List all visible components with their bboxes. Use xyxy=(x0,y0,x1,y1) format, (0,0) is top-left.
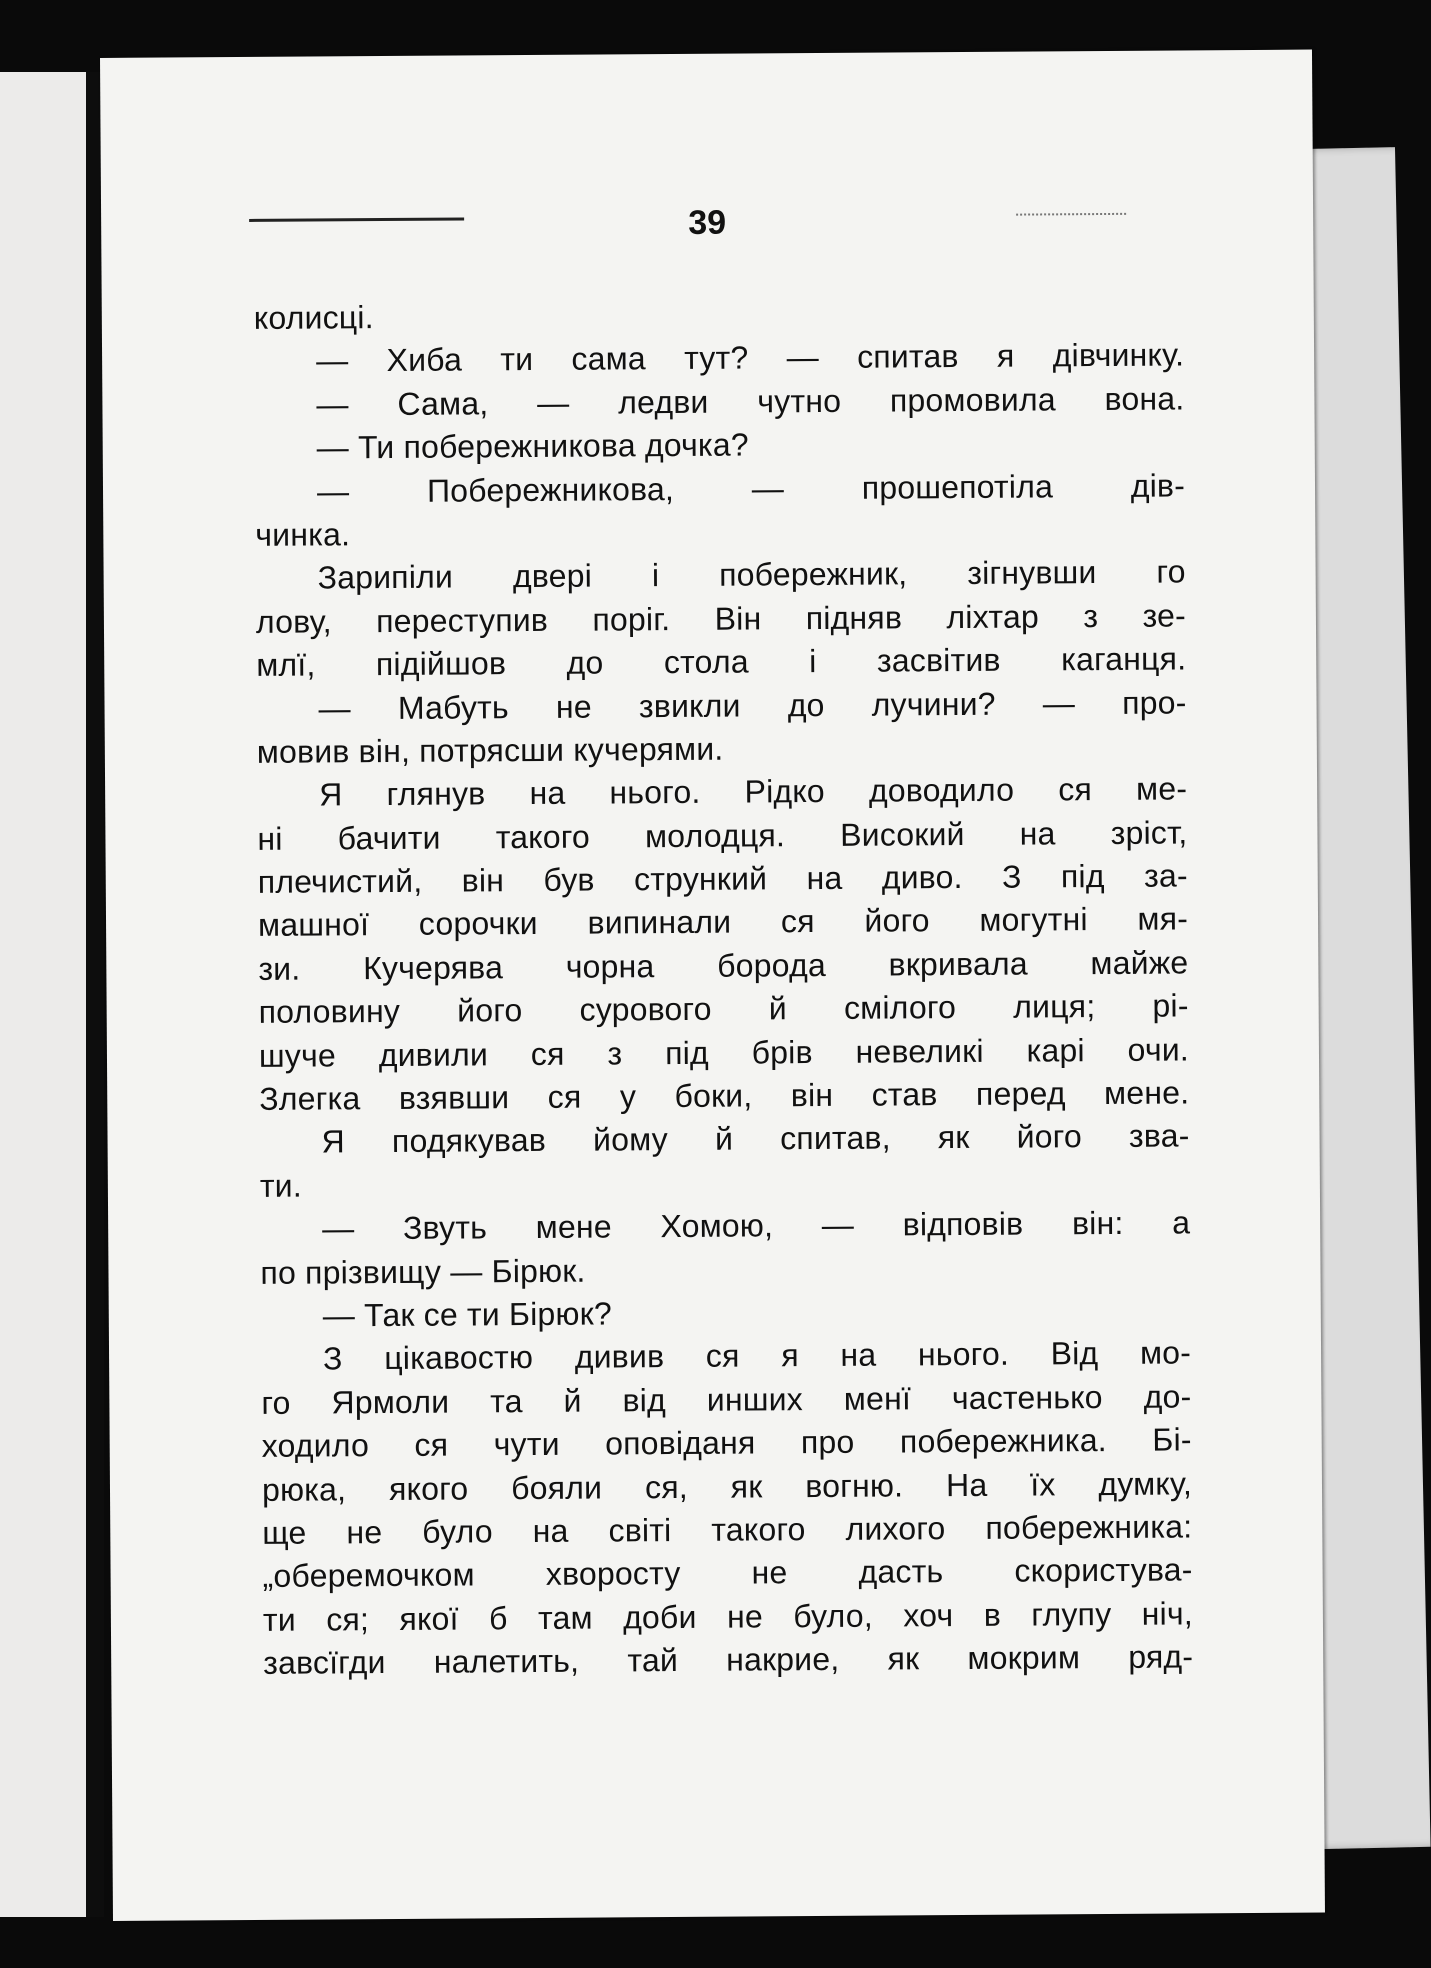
text-line: — Мабуть не звикли до лучини? — про- xyxy=(318,683,1187,727)
text-line: ти. xyxy=(259,1167,303,1204)
body-text xyxy=(254,290,1194,1685)
text-line: ти ся; якої б там доби не було, хоч в глупу ніч, xyxy=(262,1595,1194,1638)
book-page xyxy=(100,50,1325,1921)
page-number: 39 xyxy=(688,203,727,242)
text-line: чинка. xyxy=(255,516,351,553)
text-line: ще не було на світі такого лихого побережника: xyxy=(262,1508,1193,1551)
previous-page-edge xyxy=(0,72,86,1917)
text-line: З цікавостю дивив ся я на нього. Від мо- xyxy=(322,1334,1192,1377)
text-line: завсїгди налетить, тай накрие, як мокрим ряд- xyxy=(263,1638,1194,1682)
text-line: ходило ся чути оповіданя про побережника. Бі- xyxy=(261,1421,1192,1465)
text-line: зи. Кучерява чорна борода вкривала майже xyxy=(258,944,1189,987)
text-line: по прізвищу — Бірюк. xyxy=(260,1252,586,1291)
text-line: Злегка взявши ся у боки, він став перед мене. xyxy=(259,1074,1190,1117)
text-line: — Хиба ти сама тут? — спитав я дівчинку. xyxy=(315,336,1185,379)
text-line: — Так се ти Бірюк? xyxy=(322,1295,613,1334)
text-line: колисці. xyxy=(253,299,374,336)
text-line: млї, підійшов до стола і засвітив каганця. xyxy=(256,640,1187,684)
text-line: — Сама, — ледви чутно промовила вона. xyxy=(316,380,1185,423)
text-line: — Звуть мене Хомою, — відповів він: а xyxy=(322,1204,1191,1247)
text-line: плечистий, він був стрункий на диво. З під за- xyxy=(257,857,1188,900)
text-line: шуче дивили ся з під брів невеликі карі очи. xyxy=(258,1031,1190,1074)
text-line: го Ярмоли та й від инших менї частенько до- xyxy=(261,1378,1192,1421)
text-line: половину його сурового й смілого лиця; рі- xyxy=(258,987,1189,1031)
text-line: машної сорочки випинали ся його могутні мя- xyxy=(257,900,1189,944)
text-line: мовив він, потрясши кучерями. xyxy=(256,730,724,770)
text-line: „оберемочком хворосту не дасть скористува- xyxy=(262,1551,1193,1595)
text-line: Зарипіли двері і побережник, зігнувши го xyxy=(317,553,1186,596)
text-line: ні бачити такого молодця. Високий на зріст, xyxy=(257,814,1188,857)
text-line: лову, переступив поріг. Він підняв ліхтар з зе- xyxy=(255,597,1187,640)
text-line: рюка, якого бояли ся, як вогню. На їх думку, xyxy=(261,1464,1193,1508)
text-line: — Побережникова, — прошепотіла дів- xyxy=(316,466,1186,510)
text-line: Я глянув на нього. Рідко доводило ся ме- xyxy=(319,770,1188,813)
text-line: Я подякував йому й спитав, як його зва- xyxy=(321,1117,1190,1160)
text-line: — Ти побережникова дочка? xyxy=(316,426,749,466)
